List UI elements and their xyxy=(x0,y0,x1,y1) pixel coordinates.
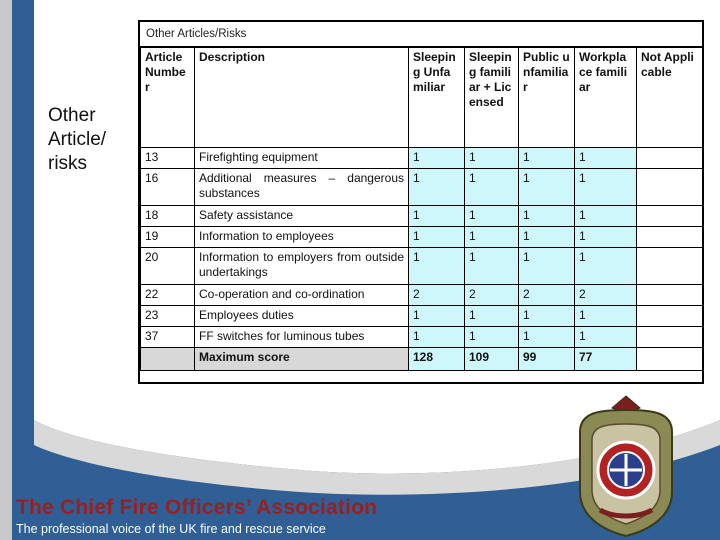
not-applicable-cell xyxy=(637,148,703,169)
header-workplace-familiar: Workplace familiar xyxy=(575,48,637,148)
side-label xyxy=(48,104,138,176)
not-applicable-cell xyxy=(637,348,703,371)
article-description: Information to employees xyxy=(195,227,409,248)
article-description: Co-operation and co-ordination xyxy=(195,285,409,306)
risk-table-frame xyxy=(138,20,704,384)
article-description: Information to employers from outside undertakings xyxy=(195,248,409,285)
score-workplace-familiar: 1 xyxy=(575,169,637,206)
max-sleeping-familiar: 109 xyxy=(465,348,519,371)
cfoa-crest-icon xyxy=(570,392,682,540)
header-not-applicable: Not Applicable xyxy=(637,48,703,148)
score-workplace-familiar: 1 xyxy=(575,327,637,348)
score-workplace-familiar: 2 xyxy=(575,285,637,306)
header-public-unfamiliar: Public unfamiliar xyxy=(519,48,575,148)
score-sleeping-unfamiliar: 1 xyxy=(409,169,465,206)
header-sleeping-unfamiliar: Sleeping Unfamiliar xyxy=(409,48,465,148)
max-sleeping-unfamiliar: 128 xyxy=(409,348,465,371)
table-row xyxy=(141,169,703,206)
score-sleeping-familiar: 1 xyxy=(465,169,519,206)
header-sleeping-familiar: Sleeping familiar + Licensed xyxy=(465,48,519,148)
score-sleeping-familiar: 1 xyxy=(465,248,519,285)
score-public-unfamiliar: 2 xyxy=(519,285,575,306)
article-number: 20 xyxy=(141,248,195,285)
not-applicable-cell xyxy=(637,248,703,285)
table-header-row xyxy=(141,48,703,148)
table-row xyxy=(141,327,703,348)
footer-subtitle: The professional voice of the UK fire and rescue service xyxy=(16,522,326,536)
not-applicable-cell xyxy=(637,227,703,248)
score-public-unfamiliar: 1 xyxy=(519,306,575,327)
article-number: 13 xyxy=(141,148,195,169)
score-public-unfamiliar: 1 xyxy=(519,327,575,348)
article-number: 18 xyxy=(141,206,195,227)
score-workplace-familiar: 1 xyxy=(575,148,637,169)
risk-table xyxy=(140,47,702,371)
side-label-line1: Other xyxy=(48,105,96,126)
article-description: Safety assistance xyxy=(195,206,409,227)
score-sleeping-unfamiliar: 1 xyxy=(409,327,465,348)
score-sleeping-unfamiliar: 1 xyxy=(409,248,465,285)
table-row xyxy=(141,206,703,227)
score-sleeping-familiar: 1 xyxy=(465,206,519,227)
max-public-unfamiliar: 99 xyxy=(519,348,575,371)
score-sleeping-unfamiliar: 1 xyxy=(409,206,465,227)
not-applicable-cell xyxy=(637,285,703,306)
score-sleeping-unfamiliar: 1 xyxy=(409,227,465,248)
score-sleeping-unfamiliar: 1 xyxy=(409,148,465,169)
score-sleeping-familiar: 2 xyxy=(465,285,519,306)
not-applicable-cell xyxy=(637,306,703,327)
score-public-unfamiliar: 1 xyxy=(519,227,575,248)
score-sleeping-familiar: 1 xyxy=(465,327,519,348)
score-sleeping-familiar: 1 xyxy=(465,148,519,169)
side-label-line3: risks xyxy=(48,153,88,174)
not-applicable-cell xyxy=(637,327,703,348)
header-article-number: Article Number xyxy=(141,48,195,148)
max-score-label: Maximum score xyxy=(195,348,409,371)
article-number: 23 xyxy=(141,306,195,327)
score-workplace-familiar: 1 xyxy=(575,206,637,227)
not-applicable-cell xyxy=(637,169,703,206)
table-title: Other Articles/Risks xyxy=(140,22,702,47)
score-workplace-familiar: 1 xyxy=(575,248,637,285)
not-applicable-cell xyxy=(637,206,703,227)
max-workplace-familiar: 77 xyxy=(575,348,637,371)
score-public-unfamiliar: 1 xyxy=(519,148,575,169)
article-description: Additional measures – dangerous substances xyxy=(195,169,409,206)
score-workplace-familiar: 1 xyxy=(575,227,637,248)
article-number: 16 xyxy=(141,169,195,206)
score-sleeping-unfamiliar: 2 xyxy=(409,285,465,306)
score-public-unfamiliar: 1 xyxy=(519,248,575,285)
table-row xyxy=(141,285,703,306)
max-score-spacer xyxy=(141,348,195,371)
score-sleeping-familiar: 1 xyxy=(465,306,519,327)
table-row xyxy=(141,248,703,285)
article-description: Employees duties xyxy=(195,306,409,327)
score-public-unfamiliar: 1 xyxy=(519,169,575,206)
score-public-unfamiliar: 1 xyxy=(519,206,575,227)
article-number: 22 xyxy=(141,285,195,306)
article-description: Firefighting equipment xyxy=(195,148,409,169)
header-description: Description xyxy=(195,48,409,148)
table-row xyxy=(141,306,703,327)
side-label-line2: Article/ xyxy=(48,129,107,150)
score-sleeping-familiar: 1 xyxy=(465,227,519,248)
article-number: 37 xyxy=(141,327,195,348)
table-row xyxy=(141,227,703,248)
article-description: FF switches for luminous tubes xyxy=(195,327,409,348)
footer-title: The Chief Fire Officers’ Association xyxy=(16,496,378,519)
max-score-row xyxy=(141,348,703,371)
score-sleeping-unfamiliar: 1 xyxy=(409,306,465,327)
score-workplace-familiar: 1 xyxy=(575,306,637,327)
article-number: 19 xyxy=(141,227,195,248)
table-row xyxy=(141,148,703,169)
